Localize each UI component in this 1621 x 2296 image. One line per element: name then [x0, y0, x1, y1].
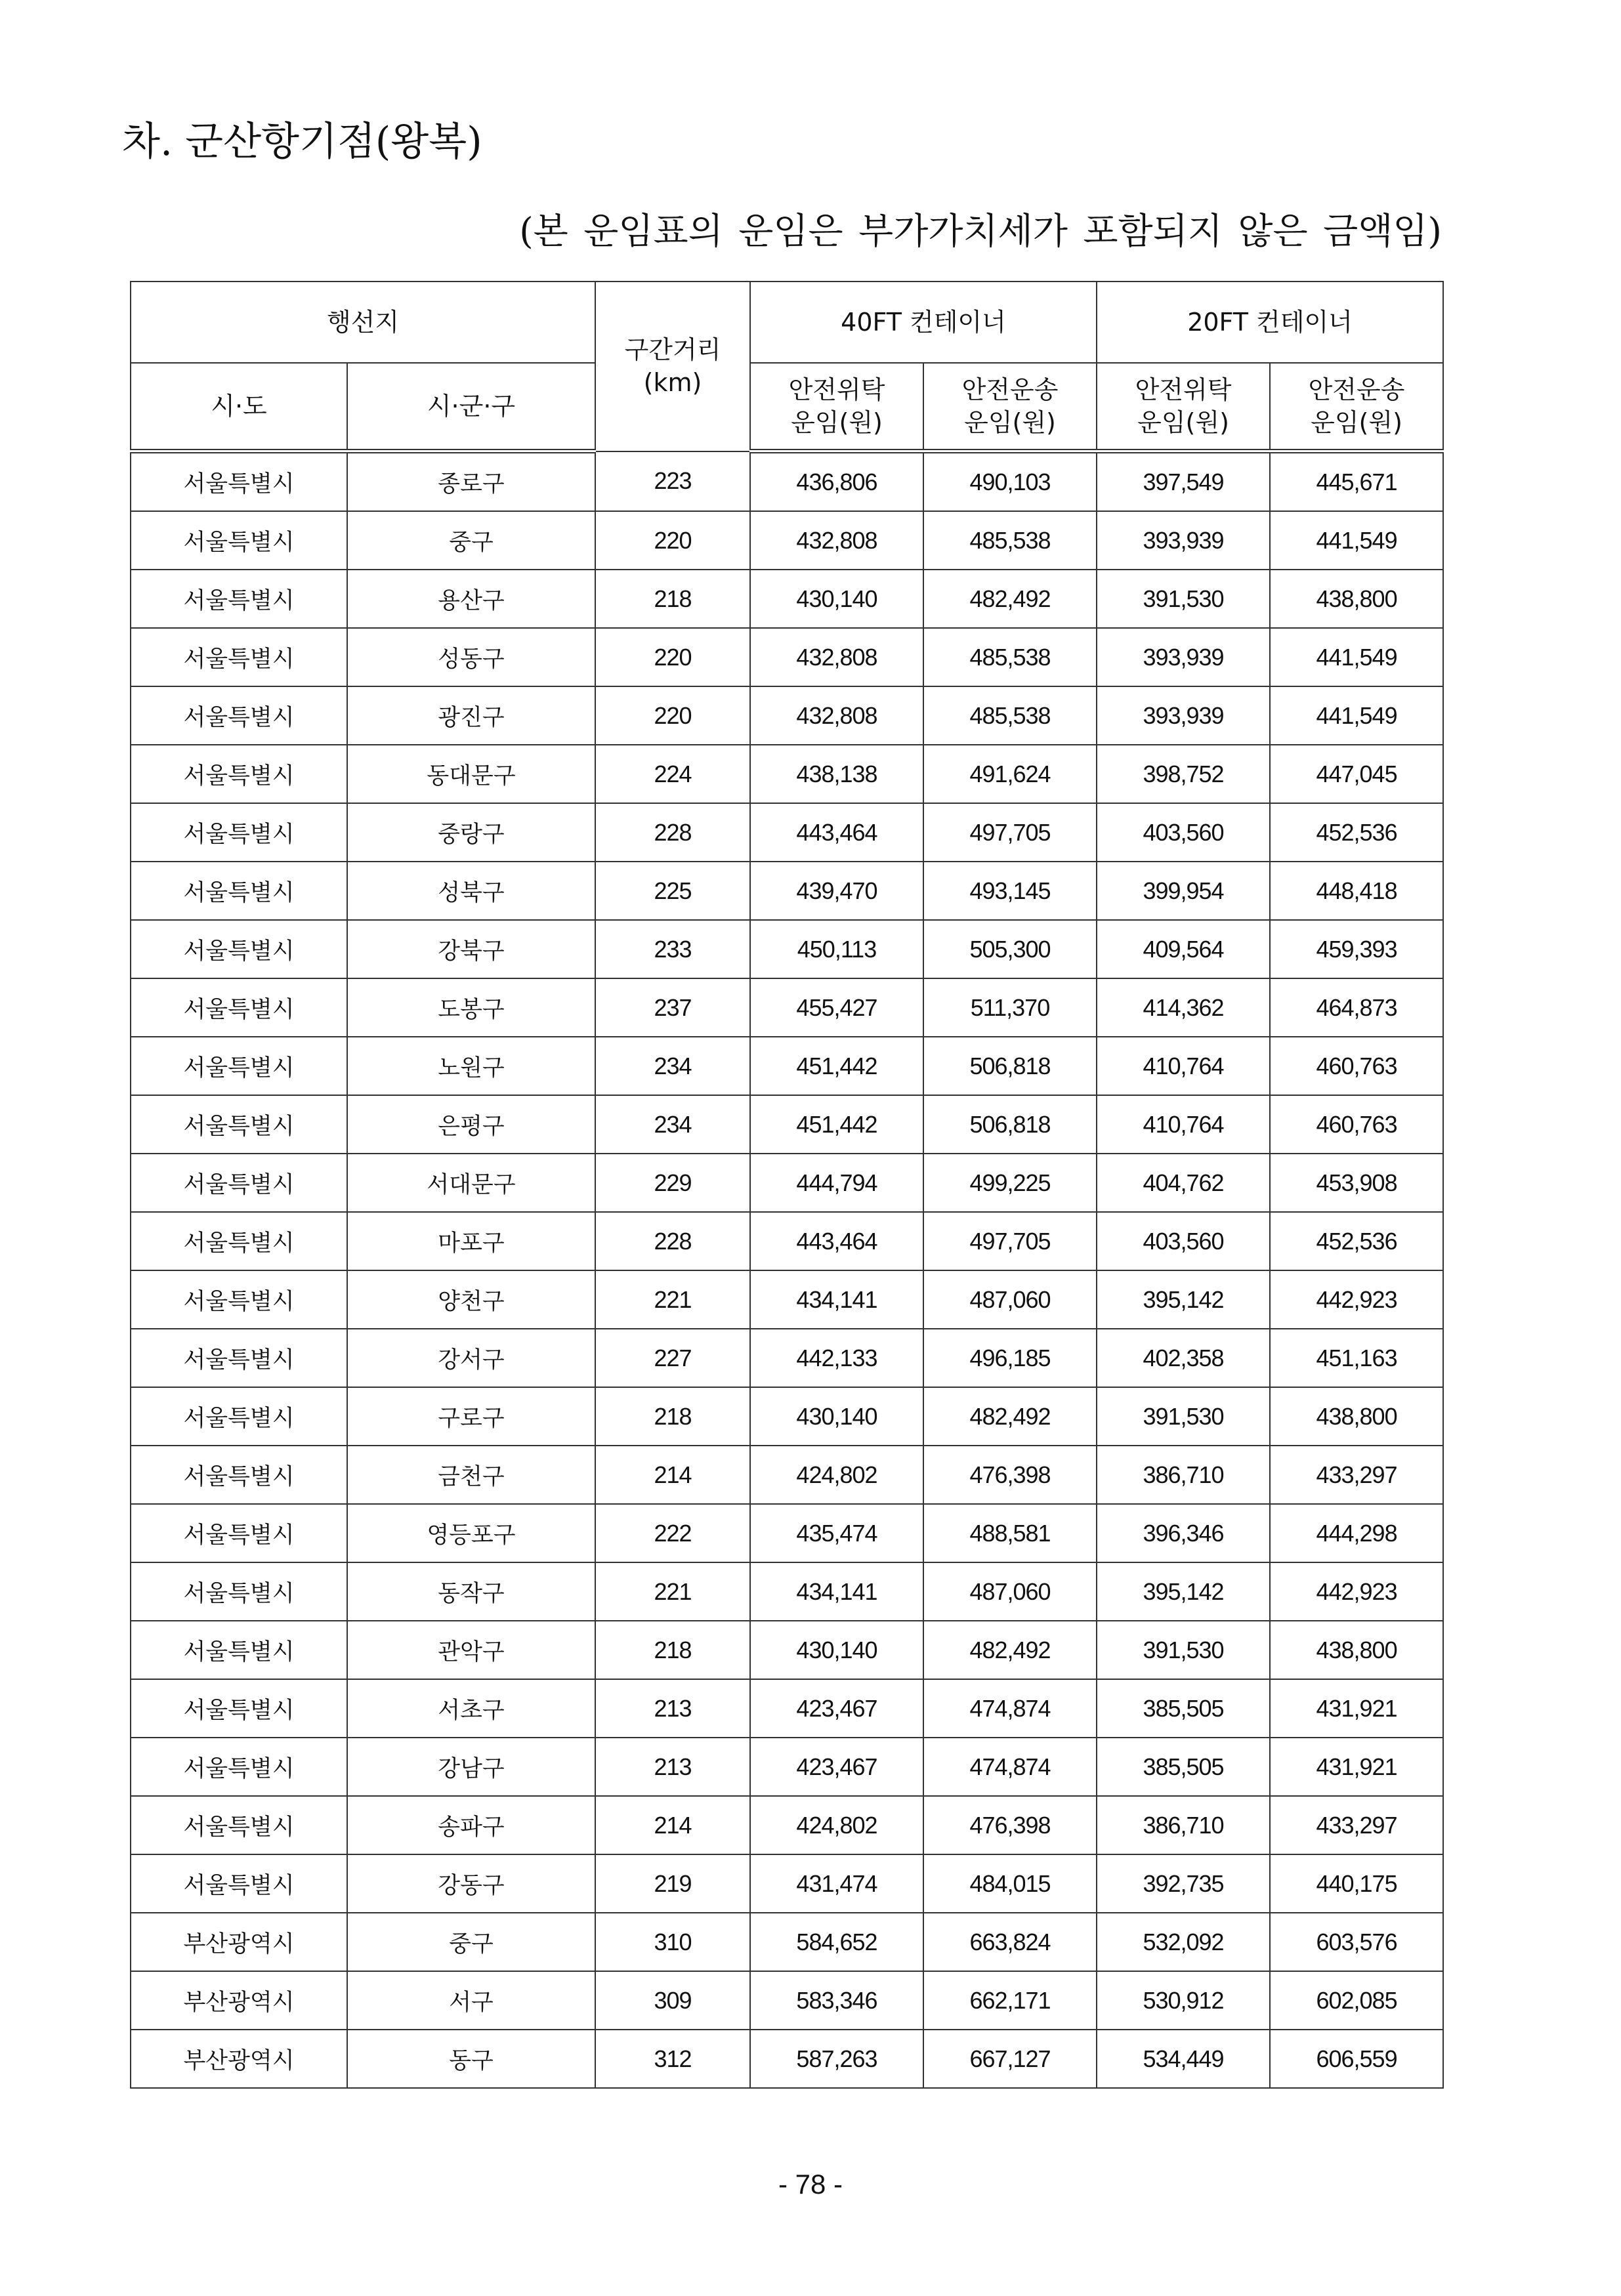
table-row [131, 686, 1443, 745]
entrusted-fare-20ft-cell: 414,362 [1097, 978, 1270, 1037]
distance-cell: 220 [595, 628, 750, 686]
transport-fare-20ft-cell: 452,536 [1270, 803, 1443, 862]
transport-fare-40ft-cell: 485,538 [923, 686, 1097, 745]
transport-fare-40ft-cell: 476,398 [923, 1796, 1097, 1854]
transport-fare-20ft-cell: 452,536 [1270, 1212, 1443, 1270]
district-cell: 강동구 [347, 1854, 595, 1913]
entrusted-fare-20ft-cell: 395,142 [1097, 1270, 1270, 1329]
district-cell: 금천구 [347, 1446, 595, 1504]
distance-cell: 227 [595, 1329, 750, 1387]
entrusted-fare-20ft-cell: 393,939 [1097, 686, 1270, 745]
distance-cell: 220 [595, 686, 750, 745]
distance-cell: 229 [595, 1154, 750, 1212]
entrusted-fare-40ft-cell: 443,464 [750, 803, 923, 862]
district-cell: 영등포구 [347, 1504, 595, 1562]
container-20ft-header: 20FT 컨테이너 [1097, 282, 1443, 363]
distance-cell: 233 [595, 920, 750, 978]
district-cell: 동작구 [347, 1562, 595, 1621]
distance-cell: 219 [595, 1854, 750, 1913]
section-title: 차. 군산항기점(왕복) [122, 119, 482, 165]
vat-note: (본 운임표의 운임은 부가가치세가 포함되지 않은 금액임) [519, 210, 1442, 252]
transport-fare-20ft-cell: 451,163 [1270, 1329, 1443, 1387]
district-cell: 용산구 [347, 570, 595, 628]
province-cell: 부산광역시 [131, 1913, 347, 1971]
province-cell: 서울특별시 [131, 1854, 347, 1913]
transport-fare-20ft-cell: 603,576 [1270, 1913, 1443, 1971]
transport-fare-40ft-cell: 497,705 [923, 1212, 1097, 1270]
distance-cell: 228 [595, 803, 750, 862]
district-cell: 광진구 [347, 686, 595, 745]
transport-fare-40ft-cell: 506,818 [923, 1095, 1097, 1154]
province-cell: 서울특별시 [131, 1329, 347, 1387]
fare-table-body [131, 451, 1443, 2089]
entrusted-fare-40ft-cell: 434,141 [750, 1270, 923, 1329]
entrusted-fare-40ft-cell: 434,141 [750, 1562, 923, 1621]
table-row [131, 1562, 1443, 1621]
transport-fare-40ft-cell: 506,818 [923, 1037, 1097, 1095]
table-row [131, 1446, 1443, 1504]
entrusted-fare-20ft-cell: 395,142 [1097, 1562, 1270, 1621]
table-row [131, 1621, 1443, 1679]
province-cell: 서울특별시 [131, 1679, 347, 1738]
province-cell: 서울특별시 [131, 1796, 347, 1854]
transport-fare-40ft-cell: 487,060 [923, 1562, 1097, 1621]
transport-fare-40ft-cell: 482,492 [923, 570, 1097, 628]
distance-header: 구간거리 (km) [595, 282, 750, 451]
province-cell: 서울특별시 [131, 978, 347, 1037]
district-cell: 송파구 [347, 1796, 595, 1854]
table-row [131, 1854, 1443, 1913]
transport-fare-20ft-cell: 444,298 [1270, 1504, 1443, 1562]
entrusted-fare-20ft-cell: 534,449 [1097, 2030, 1270, 2088]
distance-cell: 224 [595, 745, 750, 803]
table-row [131, 511, 1443, 570]
entrusted-fare-20ft-cell: 532,092 [1097, 1913, 1270, 1971]
entrusted-fare-40ft-cell: 583,346 [750, 1971, 923, 2030]
table-row [131, 1095, 1443, 1154]
distance-cell: 228 [595, 1212, 750, 1270]
transport-fare-40ft-cell: 476,398 [923, 1446, 1097, 1504]
entrusted-fare-20ft-cell: 392,735 [1097, 1854, 1270, 1913]
transport-fare-20ft-cell: 606,559 [1270, 2030, 1443, 2088]
table-row [131, 862, 1443, 920]
entrusted-fare-40ft-cell: 430,140 [750, 570, 923, 628]
distance-cell: 222 [595, 1504, 750, 1562]
province-cell: 서울특별시 [131, 1504, 347, 1562]
transport-fare-40ft-cell: 491,624 [923, 745, 1097, 803]
entrusted-fare-20ft-cell: 410,764 [1097, 1037, 1270, 1095]
distance-cell: 214 [595, 1796, 750, 1854]
transport-fare-20ft-cell: 464,873 [1270, 978, 1443, 1037]
entrusted-fare-20ft-cell: 530,912 [1097, 1971, 1270, 2030]
entrusted-fare-20ft-header: 안전위탁 운임(원) [1097, 363, 1270, 451]
entrusted-fare-20ft-cell: 404,762 [1097, 1154, 1270, 1212]
table-row [131, 745, 1443, 803]
district-cell: 은평구 [347, 1095, 595, 1154]
transport-fare-40ft-header: 안전운송 운임(원) [923, 363, 1097, 451]
entrusted-fare-20ft-cell: 391,530 [1097, 570, 1270, 628]
transport-fare-40ft-cell: 662,171 [923, 1971, 1097, 2030]
transport-fare-40ft-cell: 496,185 [923, 1329, 1097, 1387]
entrusted-fare-20ft-cell: 393,939 [1097, 511, 1270, 570]
distance-cell: 213 [595, 1738, 750, 1796]
district-cell: 서초구 [347, 1679, 595, 1738]
table-row [131, 1796, 1443, 1854]
entrusted-fare-20ft-cell: 410,764 [1097, 1095, 1270, 1154]
entrusted-fare-40ft-cell: 444,794 [750, 1154, 923, 1212]
distance-cell: 218 [595, 1387, 750, 1446]
province-cell: 서울특별시 [131, 920, 347, 978]
transport-fare-40ft-cell: 485,538 [923, 628, 1097, 686]
transport-fare-20ft-cell: 440,175 [1270, 1854, 1443, 1913]
table-row [131, 978, 1443, 1037]
transport-fare-40ft-cell: 511,370 [923, 978, 1097, 1037]
province-cell: 부산광역시 [131, 2030, 347, 2088]
entrusted-fare-40ft-cell: 455,427 [750, 978, 923, 1037]
entrusted-fare-40ft-cell: 430,140 [750, 1387, 923, 1446]
transport-fare-20ft-cell: 433,297 [1270, 1796, 1443, 1854]
entrusted-fare-40ft-cell: 423,467 [750, 1738, 923, 1796]
transport-fare-20ft-cell: 602,085 [1270, 1971, 1443, 2030]
transport-fare-40ft-cell: 499,225 [923, 1154, 1097, 1212]
province-cell: 서울특별시 [131, 451, 347, 512]
entrusted-fare-40ft-cell: 439,470 [750, 862, 923, 920]
entrusted-fare-40ft-cell: 430,140 [750, 1621, 923, 1679]
transport-fare-40ft-cell: 474,874 [923, 1679, 1097, 1738]
entrusted-fare-20ft-cell: 386,710 [1097, 1796, 1270, 1854]
table-row [131, 1504, 1443, 1562]
entrusted-fare-40ft-cell: 432,808 [750, 686, 923, 745]
transport-fare-40ft-cell: 488,581 [923, 1504, 1097, 1562]
entrusted-fare-40ft-cell: 451,442 [750, 1037, 923, 1095]
transport-fare-20ft-cell: 442,923 [1270, 1270, 1443, 1329]
entrusted-fare-40ft-cell: 423,467 [750, 1679, 923, 1738]
transport-fare-20ft-cell: 431,921 [1270, 1738, 1443, 1796]
district-cell: 양천구 [347, 1270, 595, 1329]
entrusted-fare-40ft-cell: 432,808 [750, 511, 923, 570]
district-cell: 중랑구 [347, 803, 595, 862]
container-40ft-header: 40FT 컨테이너 [750, 282, 1097, 363]
transport-fare-40ft-cell: 474,874 [923, 1738, 1097, 1796]
entrusted-fare-20ft-cell: 402,358 [1097, 1329, 1270, 1387]
transport-fare-20ft-cell: 448,418 [1270, 862, 1443, 920]
entrusted-fare-20ft-cell: 399,954 [1097, 862, 1270, 920]
province-cell: 서울특별시 [131, 1387, 347, 1446]
district-cell: 마포구 [347, 1212, 595, 1270]
transport-fare-40ft-cell: 667,127 [923, 2030, 1097, 2088]
district-cell: 강남구 [347, 1738, 595, 1796]
transport-fare-40ft-cell: 493,145 [923, 862, 1097, 920]
province-cell: 서울특별시 [131, 745, 347, 803]
entrusted-fare-20ft-cell: 403,560 [1097, 1212, 1270, 1270]
distance-cell: 234 [595, 1037, 750, 1095]
district-cell: 동대문구 [347, 745, 595, 803]
distance-cell: 218 [595, 1621, 750, 1679]
province-cell: 서울특별시 [131, 1562, 347, 1621]
transport-fare-20ft-cell: 438,800 [1270, 570, 1443, 628]
province-cell: 서울특별시 [131, 570, 347, 628]
distance-cell: 221 [595, 1270, 750, 1329]
transport-fare-20ft-cell: 442,923 [1270, 1562, 1443, 1621]
table-row [131, 1971, 1443, 2030]
distance-cell: 225 [595, 862, 750, 920]
table-row [131, 1037, 1443, 1095]
province-cell: 서울특별시 [131, 1446, 347, 1504]
distance-cell: 310 [595, 1913, 750, 1971]
entrusted-fare-40ft-cell: 424,802 [750, 1796, 923, 1854]
transport-fare-20ft-cell: 459,393 [1270, 920, 1443, 978]
district-cell: 종로구 [347, 451, 595, 512]
entrusted-fare-40ft-cell: 451,442 [750, 1095, 923, 1154]
transport-fare-40ft-cell: 484,015 [923, 1854, 1097, 1913]
distance-cell: 214 [595, 1446, 750, 1504]
transport-fare-20ft-cell: 438,800 [1270, 1387, 1443, 1446]
table-row [131, 803, 1443, 862]
province-cell: 서울특별시 [131, 1270, 347, 1329]
table-row [131, 1329, 1443, 1387]
province-cell: 서울특별시 [131, 1154, 347, 1212]
table-row [131, 1738, 1443, 1796]
district-cell: 서구 [347, 1971, 595, 2030]
transport-fare-40ft-cell: 497,705 [923, 803, 1097, 862]
table-row [131, 628, 1443, 686]
transport-fare-20ft-cell: 441,549 [1270, 511, 1443, 570]
header-row-2 [131, 363, 1443, 451]
distance-cell: 221 [595, 1562, 750, 1621]
fare-table [130, 281, 1444, 2089]
province-cell: 서울특별시 [131, 1037, 347, 1095]
entrusted-fare-20ft-cell: 391,530 [1097, 1387, 1270, 1446]
transport-fare-20ft-cell: 433,297 [1270, 1446, 1443, 1504]
entrusted-fare-20ft-cell: 391,530 [1097, 1621, 1270, 1679]
entrusted-fare-20ft-cell: 396,346 [1097, 1504, 1270, 1562]
district-header: 시·군·구 [347, 363, 595, 451]
province-cell: 서울특별시 [131, 1621, 347, 1679]
transport-fare-20ft-cell: 460,763 [1270, 1037, 1443, 1095]
transport-fare-20ft-cell: 431,921 [1270, 1679, 1443, 1738]
province-cell: 부산광역시 [131, 1971, 347, 2030]
distance-cell: 237 [595, 978, 750, 1037]
entrusted-fare-20ft-cell: 385,505 [1097, 1738, 1270, 1796]
entrusted-fare-20ft-cell: 393,939 [1097, 628, 1270, 686]
province-cell: 서울특별시 [131, 1095, 347, 1154]
province-cell: 서울특별시 [131, 803, 347, 862]
district-cell: 구로구 [347, 1387, 595, 1446]
table-row [131, 1212, 1443, 1270]
transport-fare-40ft-cell: 490,103 [923, 451, 1097, 512]
district-cell: 서대문구 [347, 1154, 595, 1212]
table-row [131, 1679, 1443, 1738]
entrusted-fare-40ft-cell: 431,474 [750, 1854, 923, 1913]
district-cell: 동구 [347, 2030, 595, 2088]
entrusted-fare-40ft-cell: 442,133 [750, 1329, 923, 1387]
transport-fare-20ft-header: 안전운송 운임(원) [1270, 363, 1443, 451]
province-cell: 서울특별시 [131, 686, 347, 745]
province-cell: 서울특별시 [131, 1738, 347, 1796]
district-cell: 성동구 [347, 628, 595, 686]
entrusted-fare-20ft-cell: 385,505 [1097, 1679, 1270, 1738]
table-row [131, 451, 1443, 512]
transport-fare-20ft-cell: 453,908 [1270, 1154, 1443, 1212]
transport-fare-20ft-cell: 460,763 [1270, 1095, 1443, 1154]
district-cell: 노원구 [347, 1037, 595, 1095]
entrusted-fare-40ft-cell: 443,464 [750, 1212, 923, 1270]
entrusted-fare-40ft-cell: 435,474 [750, 1504, 923, 1562]
table-row [131, 1387, 1443, 1446]
transport-fare-20ft-cell: 445,671 [1270, 451, 1443, 512]
transport-fare-40ft-cell: 505,300 [923, 920, 1097, 978]
district-cell: 강북구 [347, 920, 595, 978]
distance-cell: 309 [595, 1971, 750, 2030]
entrusted-fare-20ft-cell: 398,752 [1097, 745, 1270, 803]
transport-fare-20ft-cell: 441,549 [1270, 628, 1443, 686]
table-row [131, 920, 1443, 978]
transport-fare-40ft-cell: 482,492 [923, 1387, 1097, 1446]
district-cell: 관악구 [347, 1621, 595, 1679]
transport-fare-20ft-cell: 438,800 [1270, 1621, 1443, 1679]
table-row [131, 2030, 1443, 2088]
entrusted-fare-40ft-cell: 438,138 [750, 745, 923, 803]
table-row [131, 1270, 1443, 1329]
entrusted-fare-20ft-cell: 397,549 [1097, 451, 1270, 512]
destination-header: 행선지 [131, 282, 595, 363]
table-row [131, 1154, 1443, 1212]
province-header: 시·도 [131, 363, 347, 451]
province-cell: 서울특별시 [131, 862, 347, 920]
district-cell: 강서구 [347, 1329, 595, 1387]
entrusted-fare-40ft-cell: 587,263 [750, 2030, 923, 2088]
entrusted-fare-40ft-cell: 436,806 [750, 451, 923, 512]
transport-fare-20ft-cell: 441,549 [1270, 686, 1443, 745]
entrusted-fare-40ft-header: 안전위탁 운임(원) [750, 363, 923, 451]
province-cell: 서울특별시 [131, 628, 347, 686]
distance-cell: 213 [595, 1679, 750, 1738]
page-number: - 78 - [778, 2169, 843, 2200]
district-cell: 도봉구 [347, 978, 595, 1037]
distance-cell: 223 [595, 451, 750, 512]
table-row [131, 1913, 1443, 1971]
distance-cell: 218 [595, 570, 750, 628]
province-cell: 서울특별시 [131, 1212, 347, 1270]
province-cell: 서울특별시 [131, 511, 347, 570]
transport-fare-40ft-cell: 487,060 [923, 1270, 1097, 1329]
transport-fare-40ft-cell: 663,824 [923, 1913, 1097, 1971]
transport-fare-20ft-cell: 447,045 [1270, 745, 1443, 803]
district-cell: 중구 [347, 511, 595, 570]
entrusted-fare-20ft-cell: 386,710 [1097, 1446, 1270, 1504]
entrusted-fare-40ft-cell: 424,802 [750, 1446, 923, 1504]
entrusted-fare-20ft-cell: 403,560 [1097, 803, 1270, 862]
district-cell: 성북구 [347, 862, 595, 920]
transport-fare-40ft-cell: 482,492 [923, 1621, 1097, 1679]
distance-cell: 220 [595, 511, 750, 570]
transport-fare-40ft-cell: 485,538 [923, 511, 1097, 570]
entrusted-fare-40ft-cell: 450,113 [750, 920, 923, 978]
entrusted-fare-40ft-cell: 432,808 [750, 628, 923, 686]
distance-cell: 234 [595, 1095, 750, 1154]
header-row-1 [131, 282, 1443, 363]
entrusted-fare-40ft-cell: 584,652 [750, 1913, 923, 1971]
district-cell: 중구 [347, 1913, 595, 1971]
distance-cell: 312 [595, 2030, 750, 2088]
entrusted-fare-20ft-cell: 409,564 [1097, 920, 1270, 978]
table-row [131, 570, 1443, 628]
